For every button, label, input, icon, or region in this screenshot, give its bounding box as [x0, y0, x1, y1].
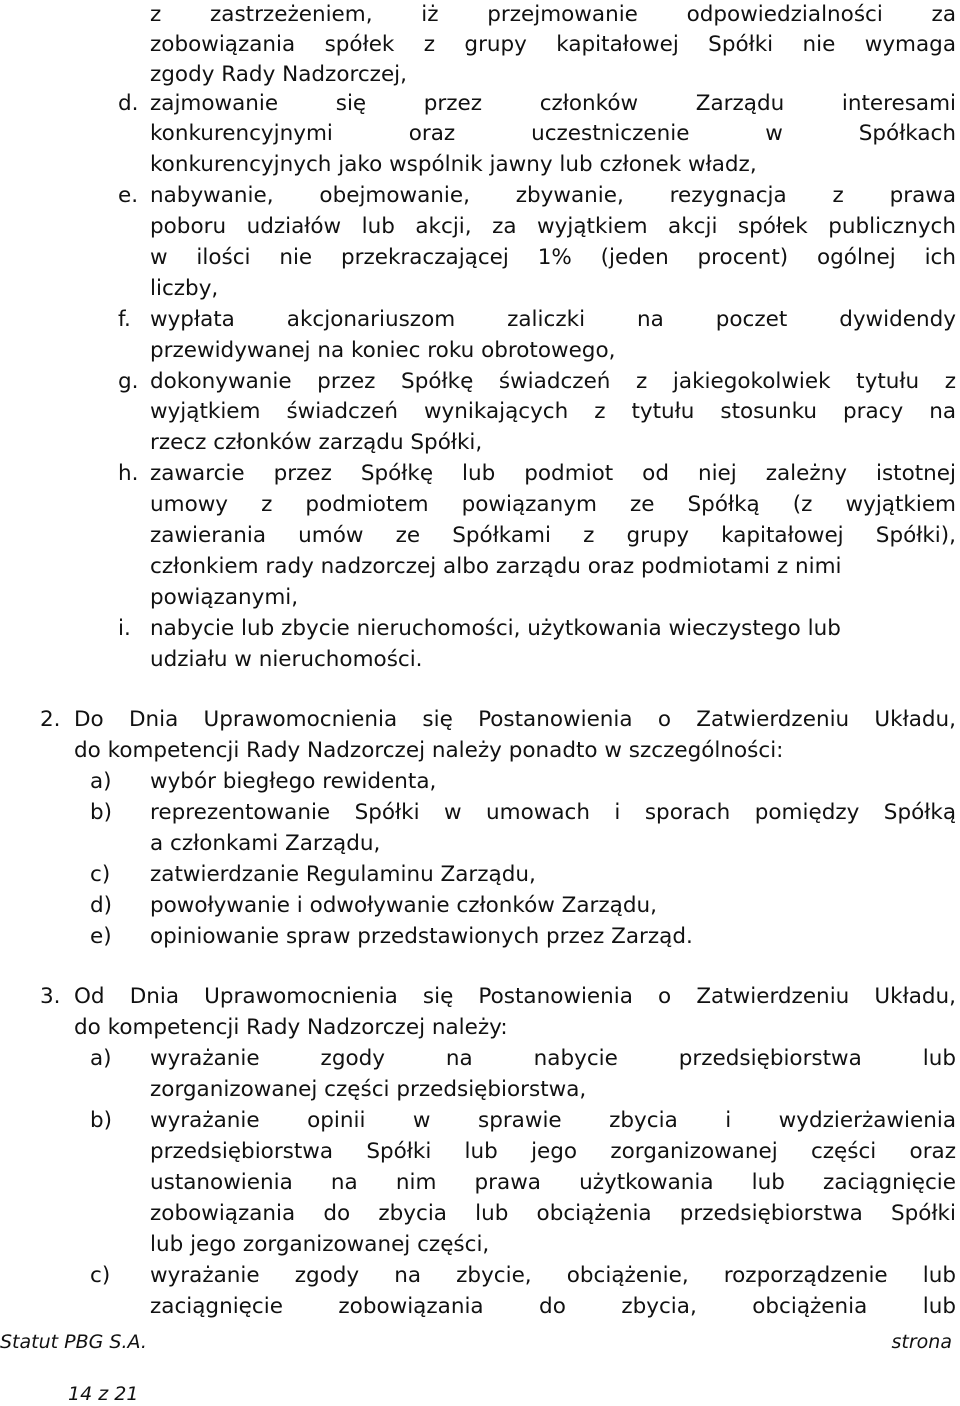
list-item-line: zawarcie przez Spółkę lub podmiot od niej zależny istotnej [150, 461, 956, 486]
continuation-line: zobowiązania spółek z grupy kapitałowej Spółki nie wymaga [150, 32, 956, 57]
list-item-line: dokonywanie przez Spółkę świadczeń z jakiegokolwiek tytułu z [150, 369, 956, 394]
list-item-label: e. [118, 183, 139, 208]
section-3-item-line: zaciągnięcie zobowiązania do zbycia, obciążenia lub [150, 1294, 956, 1319]
list-item-line: poboru udziałów lub akcji, za wyjątkiem akcji spółek publicznych [150, 214, 956, 239]
section-3-item-line: wyrażanie opinii w sprawie zbycia i wydzierżawienia [150, 1108, 956, 1133]
section-2-heading-line: do kompetencji Rady Nadzorczej należy ponadto w szczególności: [74, 738, 784, 763]
list-item-line: zawierania umów ze Spółkami z grupy kapitałowej Spółki), [150, 523, 956, 548]
list-item-line: nabywanie, obejmowanie, zbywanie, rezygnacja z prawa [150, 183, 956, 208]
section-3-item-label: b) [90, 1108, 113, 1133]
list-item-line: wypłata akcjonariuszom zaliczki na poczet dywidendy [150, 307, 956, 332]
section-2-item-label: a) [90, 769, 112, 794]
list-item-line: nabycie lub zbycie nieruchomości, użytkowania wieczystego lub [150, 616, 841, 641]
section-2-item-line: a członkami Zarządu, [150, 831, 381, 856]
section-3-item-line: przedsiębiorstwa Spółki lub jego zorganizowanej części oraz [150, 1139, 956, 1164]
footer-title: Statut PBG S.A. [0, 1331, 147, 1353]
list-item-label: h. [118, 461, 139, 486]
section-3-item-line: wyrażanie zgody na nabycie przedsiębiorstwa lub [150, 1046, 956, 1071]
section-3-heading-line: do kompetencji Rady Nadzorczej należy: [74, 1015, 508, 1040]
list-item-line: konkurencyjnych jako wspólnik jawny lub członek władz, [150, 152, 757, 177]
list-item-line: rzecz członków zarządu Spółki, [150, 430, 483, 455]
section-2-item-line: wybór biegłego rewidenta, [150, 769, 437, 794]
list-item-line: w ilości nie przekraczającej 1% (jeden procent) ogólnej ich [150, 245, 956, 270]
section-2-number: 2. [40, 707, 61, 732]
section-3-item-line: lub jego zorganizowanej części, [150, 1232, 490, 1257]
section-2-item-label: b) [90, 800, 113, 825]
list-item-label: d. [118, 91, 139, 116]
list-item-line: przewidywanej na koniec roku obrotowego, [150, 338, 616, 363]
section-2-item-label: c) [90, 862, 111, 887]
continuation-line: zgody Rady Nadzorczej, [150, 62, 407, 87]
list-item-line: udziału w nieruchomości. [150, 647, 423, 672]
footer-page-number: 14 z 21 [68, 1383, 139, 1405]
list-item-line: powiązanymi, [150, 585, 299, 610]
section-3-heading-line: Od Dnia Uprawomocnienia się Postanowienia o Zatwierdzeniu Układu, [74, 984, 956, 1009]
section-3-item-line: zobowiązania do zbycia lub obciążenia przedsiębiorstwa Spółki [150, 1201, 956, 1226]
footer-page-word: strona [891, 1331, 952, 1353]
section-2-heading-line: Do Dnia Uprawomocnienia się Postanowienia o Zatwierdzeniu Układu, [74, 707, 956, 732]
section-2-item-line: opiniowanie spraw przedstawionych przez Zarząd. [150, 924, 693, 949]
section-3-item-line: ustanowienia na nim prawa użytkowania lub zaciągnięcie [150, 1170, 956, 1195]
section-2-item-label: e) [90, 924, 112, 949]
list-item-line: zajmowanie się przez członków Zarządu interesami [150, 91, 956, 116]
continuation-line: z zastrzeżeniem, iż przejmowanie odpowiedzialności za [150, 2, 956, 27]
list-item-line: umowy z podmiotem powiązanym ze Spółką (z wyjątkiem [150, 492, 956, 517]
section-2-item-line: powoływanie i odwoływanie członków Zarządu, [150, 893, 657, 918]
section-2-item-line: reprezentowanie Spółki w umowach i sporach pomiędzy Spółką [150, 800, 956, 825]
list-item-label: f. [118, 307, 131, 332]
list-item-label: i. [118, 616, 131, 641]
list-item-label: g. [118, 369, 139, 394]
list-item-line: członkiem rady nadzorczej albo zarządu oraz podmiotami z nimi [150, 554, 842, 579]
list-item-line: konkurencyjnymi oraz uczestniczenie w Spółkach [150, 121, 956, 146]
section-3-item-label: c) [90, 1263, 111, 1288]
section-3-item-line: wyrażanie zgody na zbycie, obciążenie, rozporządzenie lub [150, 1263, 956, 1288]
section-2-item-line: zatwierdzanie Regulaminu Zarządu, [150, 862, 536, 887]
section-3-item-line: zorganizowanej części przedsiębiorstwa, [150, 1077, 587, 1102]
section-3-number: 3. [40, 984, 61, 1009]
list-item-line: liczby, [150, 276, 219, 301]
list-item-line: wyjątkiem świadczeń wynikających z tytułu stosunku pracy na [150, 399, 956, 424]
section-3-item-label: a) [90, 1046, 112, 1071]
section-2-item-label: d) [90, 893, 113, 918]
